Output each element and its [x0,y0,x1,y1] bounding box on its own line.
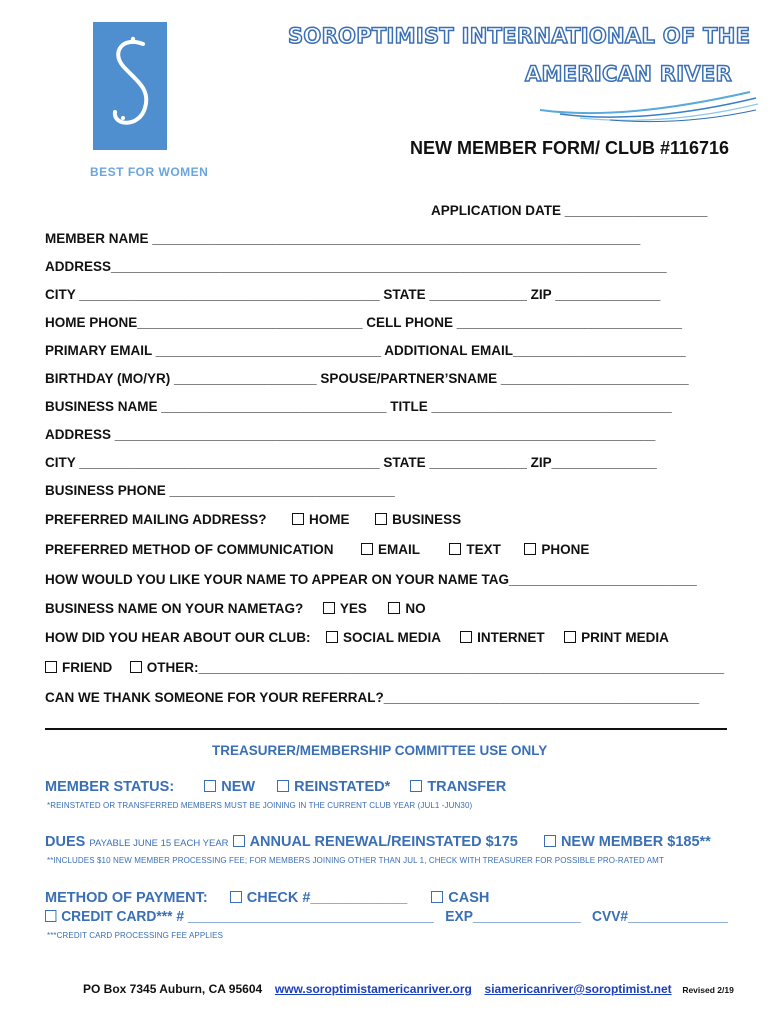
comm-email-label: EMAIL [378,542,420,557]
status-new-checkbox[interactable] [204,780,216,792]
mailing-home-checkbox[interactable] [292,513,304,525]
org-title-line2: AMERICAN RIVER [525,62,732,86]
payment-label: METHOD OF PAYMENT: [45,890,208,906]
hear-internet-label: INTERNET [477,630,545,645]
mailing-business-checkbox[interactable] [375,513,387,525]
email-fields[interactable]: PRIMARY EMAIL ______________________________ ADDITIONAL EMAIL_______________________ [45,343,686,358]
credit-card-note: ***CREDIT CARD PROCESSING FEE APPLIES [47,931,224,940]
logo [93,22,167,150]
address-field[interactable]: ADDRESS__________________________________________________________________________ [45,259,667,274]
dues-new-label: NEW MEMBER $185** [560,834,711,850]
mailing-address-question [45,512,461,528]
dues-note: **INCLUDES $10 NEW MEMBER PROCESSING FEE; FOR MEMBERS JOINING OTHER THAN JUL 1, CHECK WITH TREASURER FOR POSSIBLE PRO-RATED AMT [47,856,664,865]
hear-about-question-cont [45,660,724,676]
nametag-no-checkbox[interactable] [388,602,400,614]
form-title: NEW MEMBER FORM/ CLUB #116716 [410,138,730,158]
comm-text-label: TEXT [466,542,501,557]
hear-friend-checkbox[interactable] [45,661,57,673]
nametag-yes-checkbox[interactable] [323,602,335,614]
revised-date: Revised 2/19 [682,985,734,995]
hear-print-checkbox[interactable] [564,631,576,643]
city-state-zip-field[interactable]: CITY ________________________________________ STATE _____________ ZIP ______________ [45,287,661,302]
cvv-field[interactable]: CVV#_____________ [592,909,728,925]
comm-text-checkbox[interactable] [449,543,461,555]
payment-row [45,890,489,906]
hear-about-question [45,630,669,646]
mailing-home-label: HOME [309,512,350,527]
dues-new-checkbox[interactable] [544,835,556,847]
communication-question-label: PREFERRED METHOD OF COMMUNICATION [45,542,334,557]
office-use-heading: TREASURER/MEMBERSHIP COMMITTEE USE ONLY [212,743,548,758]
application-date-field[interactable]: APPLICATION DATE ___________________ [431,203,708,218]
phone-fields[interactable]: HOME PHONE______________________________ CELL PHONE ______________________________ [45,315,683,330]
business-phone-field[interactable]: BUSINESS PHONE ______________________________ [45,483,395,498]
credit-card-row [45,909,728,925]
payment-cash-label: CASH [448,890,490,906]
status-new-label: NEW [221,779,256,795]
hear-other-checkbox[interactable] [130,661,142,673]
mailing-business-label: BUSINESS [392,512,462,527]
business-address-field[interactable]: ADDRESS ________________________________________________________________________ [45,427,656,442]
payment-cash-checkbox[interactable] [431,891,443,903]
hear-social-label: SOCIAL MEDIA [343,630,441,645]
status-note: *REINSTATED OR TRANSFERRED MEMBERS MUST BE JOINING IN THE CURRENT CLUB YEAR (JUL1 -JUN30) [47,801,473,810]
member-status-row [45,779,506,795]
soroptimist-s-logo-icon [93,22,167,150]
comm-email-checkbox[interactable] [361,543,373,555]
section-divider [45,728,727,730]
email-link[interactable]: siamericanriver@soroptimist.net [484,982,672,996]
business-city-state-zip-field[interactable]: CITY ________________________________________ STATE _____________ ZIP______________ [45,455,657,470]
status-transfer-label: TRANSFER [427,779,507,795]
nametag-yes-label: YES [339,601,367,616]
payment-check-field[interactable]: CHECK #____________ [246,890,408,906]
referral-question-field[interactable]: CAN WE THANK SOMEONE FOR YOUR REFERRAL?__________________________________________ [45,690,700,705]
hear-print-label: PRINT MEDIA [581,630,669,645]
nametag-no-label: NO [405,601,426,616]
hear-friend-label: FRIEND [62,660,113,675]
dues-payable-note: PAYABLE JUNE 15 EACH YEAR [89,838,229,849]
org-title-line1: SOROPTIMIST INTERNATIONAL OF THE [288,24,751,48]
comm-phone-checkbox[interactable] [524,543,536,555]
hear-about-label: HOW DID YOU HEAR ABOUT OUR CLUB: [45,630,311,645]
payment-check-checkbox[interactable] [230,891,242,903]
mailing-question-label: PREFERRED MAILING ADDRESS? [45,512,267,527]
communication-question [45,542,589,558]
dues-annual-label: ANNUAL RENEWAL/REINSTATED $175 [249,834,518,850]
status-reinstated-label: REINSTATED* [294,779,391,795]
exp-field[interactable]: EXP______________ [445,909,581,925]
footer [83,982,734,996]
dues-annual-checkbox[interactable] [233,835,245,847]
comm-phone-label: PHONE [541,542,590,557]
footer-address: PO Box 7345 Auburn, CA 95604 [83,982,263,996]
dues-label: DUES [45,834,86,850]
dues-row [45,834,711,852]
nametag-question-field[interactable]: HOW WOULD YOU LIKE YOUR NAME TO APPEAR ON YOUR NAME TAG_________________________ [45,572,697,587]
hear-social-checkbox[interactable] [326,631,338,643]
website-link[interactable]: www.soroptimistamericanriver.org [274,982,472,996]
hear-internet-checkbox[interactable] [460,631,472,643]
birthday-spouse-fields[interactable]: BIRTHDAY (MO/YR) ___________________ SPOUSE/PARTNER’SNAME _________________________ [45,371,689,386]
business-nametag-question [45,601,426,617]
hear-other-field[interactable]: OTHER:______________________________________________________________________ [146,660,725,675]
member-name-field[interactable]: MEMBER NAME _________________________________________________________________ [45,231,641,246]
member-status-label: MEMBER STATUS: [45,779,175,795]
status-reinstated-checkbox[interactable] [277,780,289,792]
logo-tagline: BEST FOR WOMEN [90,165,209,179]
status-transfer-checkbox[interactable] [410,780,422,792]
business-name-title-fields[interactable]: BUSINESS NAME ______________________________ TITLE ________________________________ [45,399,672,414]
business-nametag-label: BUSINESS NAME ON YOUR NAMETAG? [45,601,304,616]
river-swoosh-icon [520,80,760,125]
credit-card-field[interactable]: CREDIT CARD*** # ________________________________ [61,909,434,925]
payment-credit-checkbox[interactable] [45,910,56,922]
